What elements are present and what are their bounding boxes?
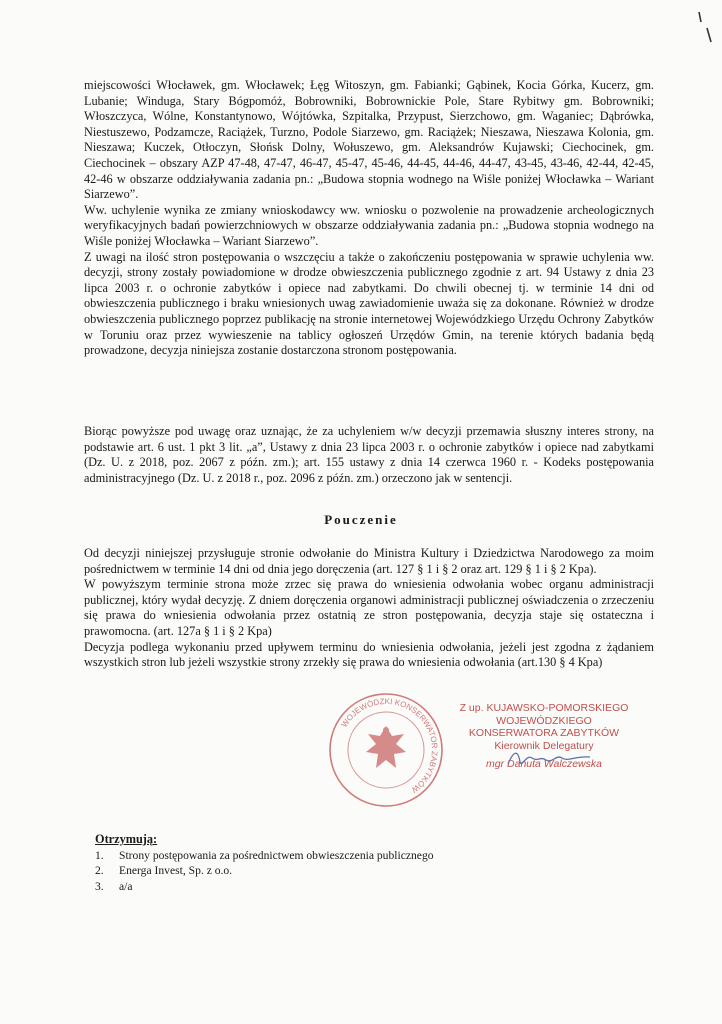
scan-mark-icon xyxy=(685,8,715,48)
pouczenie-block xyxy=(84,546,654,671)
stamp-line-1: Z up. KUJAWSKO-POMORSKIEGO xyxy=(459,702,629,714)
waiver-paragraph: W powyższym terminie strona może zrzec się prawa do wniesienia odwołania wobec organu administracji publicznej, który wydał decyzję. Z dniem doręczenia organowi administracji publicznej oświadczenia o zrzeczeniu się prawa do wniesienia odwołania przez ostatnią ze stron postępowania, decyzja staje się ostateczna i prawomocna. (art. 127a § 1 i § 2 Kpa) xyxy=(84,577,654,638)
list-item: 3. a/a xyxy=(95,879,133,893)
stamp-line-4: Kierownik Delegatury xyxy=(494,739,594,752)
seal-arc-text: WOJEWÓDZKI KONSERWATOR ZABYTKÓW xyxy=(339,696,440,795)
execution-paragraph: Decyzja podlega wykonaniu przed upływem terminu do wniesienia odwołania, jeżeli jest zgodna z żądaniem wszystkich stron lub jeżeli wszystkie strony zrzekły się prawa do wniesienia odwołania (art.130 § 4 Kpa) xyxy=(84,639,654,670)
signature-icon xyxy=(504,748,594,770)
list-item: 2. Energa Invest, Sp. z o.o. xyxy=(95,864,233,877)
stamp-line-3: KONSERWATORA ZABYTKÓW xyxy=(468,727,620,740)
reason-paragraph: Ww. uchylenie wynika ze zmiany wnioskodawcy ww. wniosku o pozwolenie na prowadzenie archeologicznych weryfikacyjnych badań powierzchniowych w obszarze oddziaływania zadania pn.: „Budowa stopnia wodnego na Wiśle poniżej Włocławka – Wariant Siarzewo”. xyxy=(84,202,654,248)
intro-paragraph: miejscowości Włocławek, gm. Włocławek; Łęg Witoszyn, gm. Fabianki; Gąbinek, Kocia Górka, Kucerz, gm. Lubanie; Winduga, Stary Bógpomóż, Bobrowniki, Bobrownickie Pole, Stare Rybitwy gm. Bobrowniki; Włoszczyca, Wólne, Konstantynowo, Wójtówka, Szpitalka, Przypust, Sierzchowo, gm. Waganiec; Dąbrówka, Niestuszewo, Podzamcze, Raciążek, Turzno, Podole Siarzewo, gm. Raciążek; Nieszawa, Nieszawa Kolonia, gm. Nieszawa; Kuczek, Otłoczyn, Słońsk Dolny, Wołuszewo, gm. Aleksandrów Kujawski; Ciechocinek, gm. Ciechocinek – obszary AZP 47-48, 47-47, 46-47, 45-47, 45-46, 44-45, 44-46, 44-47, 43-45, 43-46, 42-44, 42-45, 42-46 w obszarze oddziaływania zadania pn.: „Budowa stopnia wodnego na Wiśle poniżej Włocławka – Wariant Siarzewo”. xyxy=(84,78,654,202)
stamp-line-2: WOJEWÓDZKIEGO xyxy=(496,714,592,727)
official-seal-icon xyxy=(326,690,446,810)
stamp-line-5: mgr Danuta Walczewska xyxy=(486,758,602,771)
conclusion-paragraph: Biorąc powyższe pod uwagę oraz uznając, że za uchyleniem w/w decyzji przemawia słuszny interes strony, na podstawie art. 6 ust. 1 pkt 3 lit. „a”, Ustawy z dnia 23 lipca 2003 r. o ochronie zabytków i opiece nad zabytkami (Dz. U. z 2018, poz. 2067 z późn. zm.); art. 155 ustawy z dnia 14 czerwca 1960 r. - Kodeks postępowania administracyjnego (Dz. U. z 2018 r., poz. 2096 z późn. zm.) orzeczono jak w sentencji. xyxy=(84,424,654,485)
list-item: 1. Strony postępowania za pośrednictwem obwieszczenia publicznego xyxy=(95,848,434,862)
notice-paragraph: Z uwagi na ilość stron postępowania o wszczęciu a także o zakończeniu postępowania w sprawie uchylenia ww. decyzji, strony zostały powiadomione w drodze obwieszczenia publicznego zgodnie z art. 94 Ustawy z dnia 23 lipca 2003 r. o ochronie zabytków i opiece nad zabytkami. Do chwili obecnej tj. w terminie 14 dni od obwieszczenia publicznego i braku wniesionych uwag zawiadomienie uważa się za dokonane. Również w drodze obwieszczenia publicznego poprzez publikację na stronie internetowej Wojewódzkiego Urzędu Ochrony Zabytków w Toruniu oraz przez wywieszenie na tablicy ogłoszeń Urzędów Gmin, na terenie których badania będą prowadzone, decyzja niniejsza zostanie dostarczona stronom postępowania. xyxy=(84,249,654,358)
appeal-paragraph: Od decyzji niniejszej przysługuje stronie odwołanie do Ministra Kultury i Dziedzictwa Narodowego za moim pośrednictwem w terminie 14 dni od dnia jego doręczenia (art. 127 § 1 i § 2 oraz art. 129 § 1 i § 2 Kpa). xyxy=(84,546,654,576)
recipients-heading: Otrzymują: xyxy=(95,832,158,846)
pouczenie-heading: Pouczenie xyxy=(324,512,398,527)
recipients-list xyxy=(95,848,434,895)
decision-body xyxy=(84,78,654,359)
conclusion-block xyxy=(84,424,654,486)
recipients-block xyxy=(95,832,434,894)
